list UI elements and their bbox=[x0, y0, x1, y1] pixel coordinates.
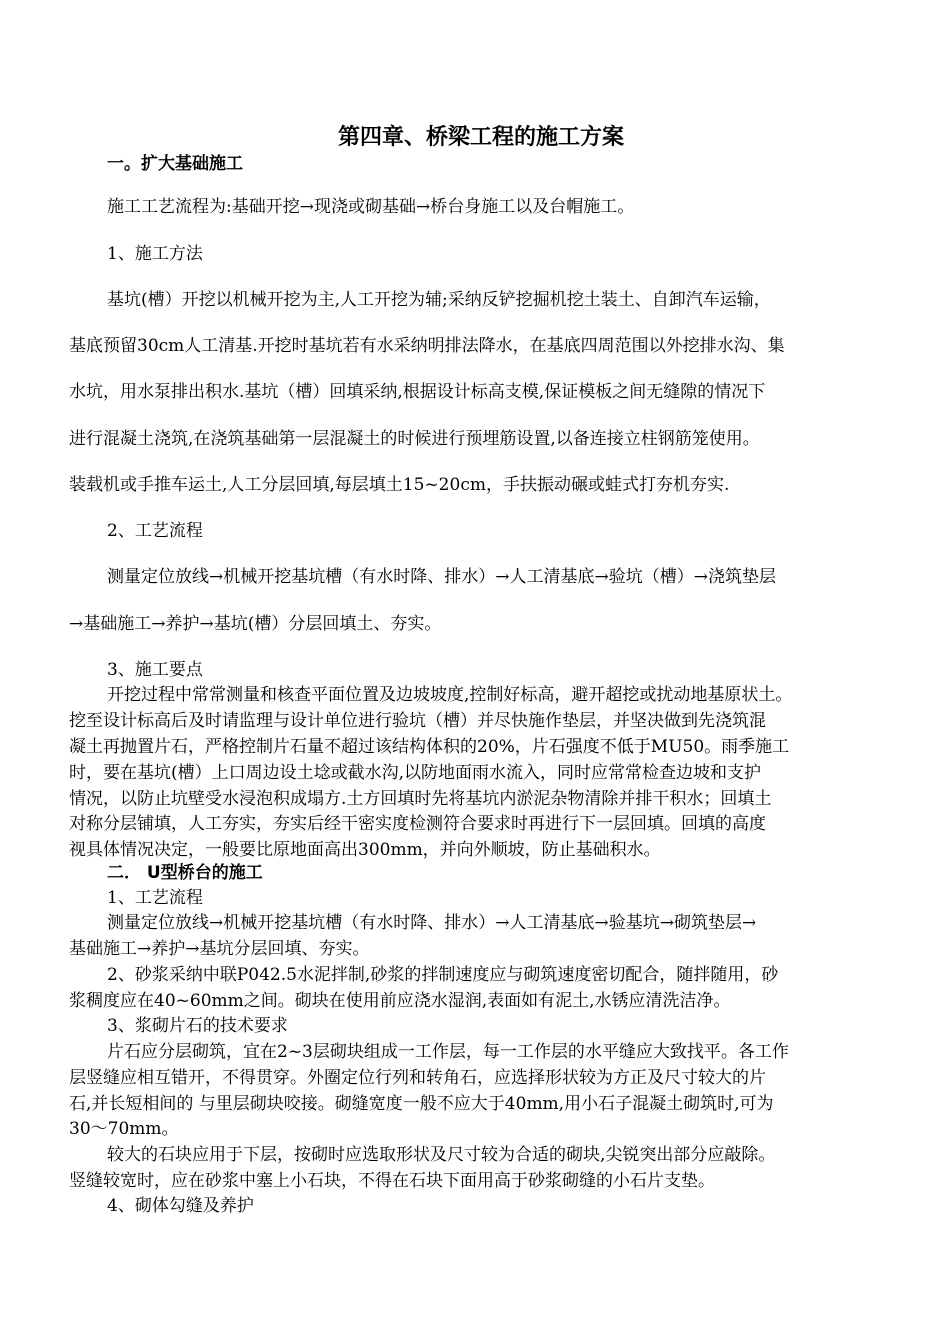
paragraph-line: 开挖过程中常常测量和核查平面位置及边坡坡度,控制好标高，避开超挖或扰动地基原状土。 bbox=[107, 685, 793, 705]
paragraph-line: 水坑，用水泵排出积水.基坑（槽）回填采纳,根据设计标高支模,保证模板之间无缝隙的情况下 bbox=[69, 382, 766, 402]
subsection-heading: 2、工艺流程 bbox=[107, 521, 203, 541]
paragraph-line: 情况，以防止坑壁受水浸泡积成塌方.土方回填时先将基坑内淤泥杂物清除并排干积水；回填土 bbox=[69, 789, 772, 809]
paragraph-line: →基础施工→养护→基坑(槽）分层回填土、夯实。 bbox=[69, 614, 442, 634]
subsection-heading: 3、浆砌片石的技术要求 bbox=[107, 1016, 288, 1036]
paragraph-line: 片石应分层砌筑，宜在2~3层砌块组成一工作层，每一工作层的水平缝应大致找平。各工作 bbox=[107, 1042, 789, 1062]
paragraph-line: 进行混凝土浇筑,在浇筑基础第一层混凝土的时候进行预埋筋设置,以备连接立柱钢筋笼使用。 bbox=[69, 429, 760, 449]
paragraph-line: 装载机或手推车运土,人工分层回填,每层填土15~20cm，手扶振动碾或蛙式打夯机夯实. bbox=[69, 475, 730, 495]
subsection-heading: 1、工艺流程 bbox=[107, 888, 203, 908]
paragraph-line: 石,并长短相间的 与里层砌块咬接。砌缝宽度一般不应大于40mm,用小石子混凝土砌筑时,可为 bbox=[69, 1094, 774, 1114]
paragraph-line: 基础施工→养护→基坑分层回填、夯实。 bbox=[69, 939, 370, 959]
paragraph-line: 对称分层铺填，人工夯实，夯实后经干密实度检测符合要求时再进行下一层回填。回填的高度 bbox=[69, 814, 766, 834]
paragraph-line: 基底预留30cm人工清基.开挖时基坑若有水采纳明排法降水，在基底四周范围以外挖排水沟、集 bbox=[69, 336, 785, 356]
paragraph-line: 凝土再抛置片石，严格控制片石量不超过该结构体积的20%，片石强度不低于MU50。雨季施工 bbox=[69, 737, 790, 757]
section-heading: 二． U型桥台的施工 bbox=[107, 863, 263, 883]
paragraph-line: 浆稠度应在40~60mm之间。砌块在使用前应浇水湿润,表面如有泥土,水锈应清洗洁净。 bbox=[69, 991, 731, 1011]
paragraph-line: 施工工艺流程为:基础开挖→现浇或砌基础→桥台身施工以及台帽施工。 bbox=[107, 197, 635, 217]
paragraph-line: 2、砂浆采纳中联P042.5水泥拌制,砂浆的拌制速度应与砌筑速度密切配合，随拌随用，砂 bbox=[107, 965, 779, 985]
section-heading: 一。扩大基础施工 bbox=[107, 154, 243, 174]
paragraph-line: 视具体情况决定，一般要比原地面高出300mm，并向外顺坡，防止基础积水。 bbox=[69, 840, 661, 860]
paragraph-line: 竖缝较宽时，应在砂浆中塞上小石块，不得在石块下面用高于砂浆砌缝的小石片支垫。 bbox=[69, 1171, 715, 1191]
subsection-heading: 4、砌体勾缝及养护 bbox=[107, 1196, 254, 1216]
subsection-heading: 1、施工方法 bbox=[107, 244, 203, 264]
paragraph-line: 30～70mm。 bbox=[69, 1119, 179, 1139]
paragraph-line: 基坑(槽）开挖以机械开挖为主,人工开挖为辅;采纳反铲挖掘机挖土装土、自卸汽车运输， bbox=[107, 290, 771, 310]
subsection-heading: 3、施工要点 bbox=[107, 660, 203, 680]
paragraph-line: 较大的石块应用于下层，按砌时应选取形状及尺寸较为合适的砌块,尖锐突出部分应敲除。 bbox=[107, 1145, 776, 1165]
paragraph-line: 时，要在基坑(槽）上口周边设土埝或截水沟,以防地面雨水流入，同时应常常检查边坡和支护 bbox=[69, 763, 762, 783]
paragraph-line: 层竖缝应相互错开，不得贯穿。外圈定位行列和转角石，应选择形状较为方正及尺寸较大的片 bbox=[69, 1068, 766, 1088]
paragraph-line: 测量定位放线→机械开挖基坑槽（有水时降、排水）→人工清基底→验基坑→砌筑垫层→ bbox=[107, 913, 757, 933]
chapter-title: 第四章、桥梁工程的施工方案 bbox=[338, 125, 625, 150]
paragraph-line: 测量定位放线→机械开挖基坑槽（有水时降、排水）→人工清基底→验坑（槽）→浇筑垫层 bbox=[107, 567, 776, 587]
paragraph-line: 挖至设计标高后及时请监理与设计单位进行验坑（槽）并尽快施作垫层，并坚决做到先浇筑混 bbox=[69, 711, 766, 731]
